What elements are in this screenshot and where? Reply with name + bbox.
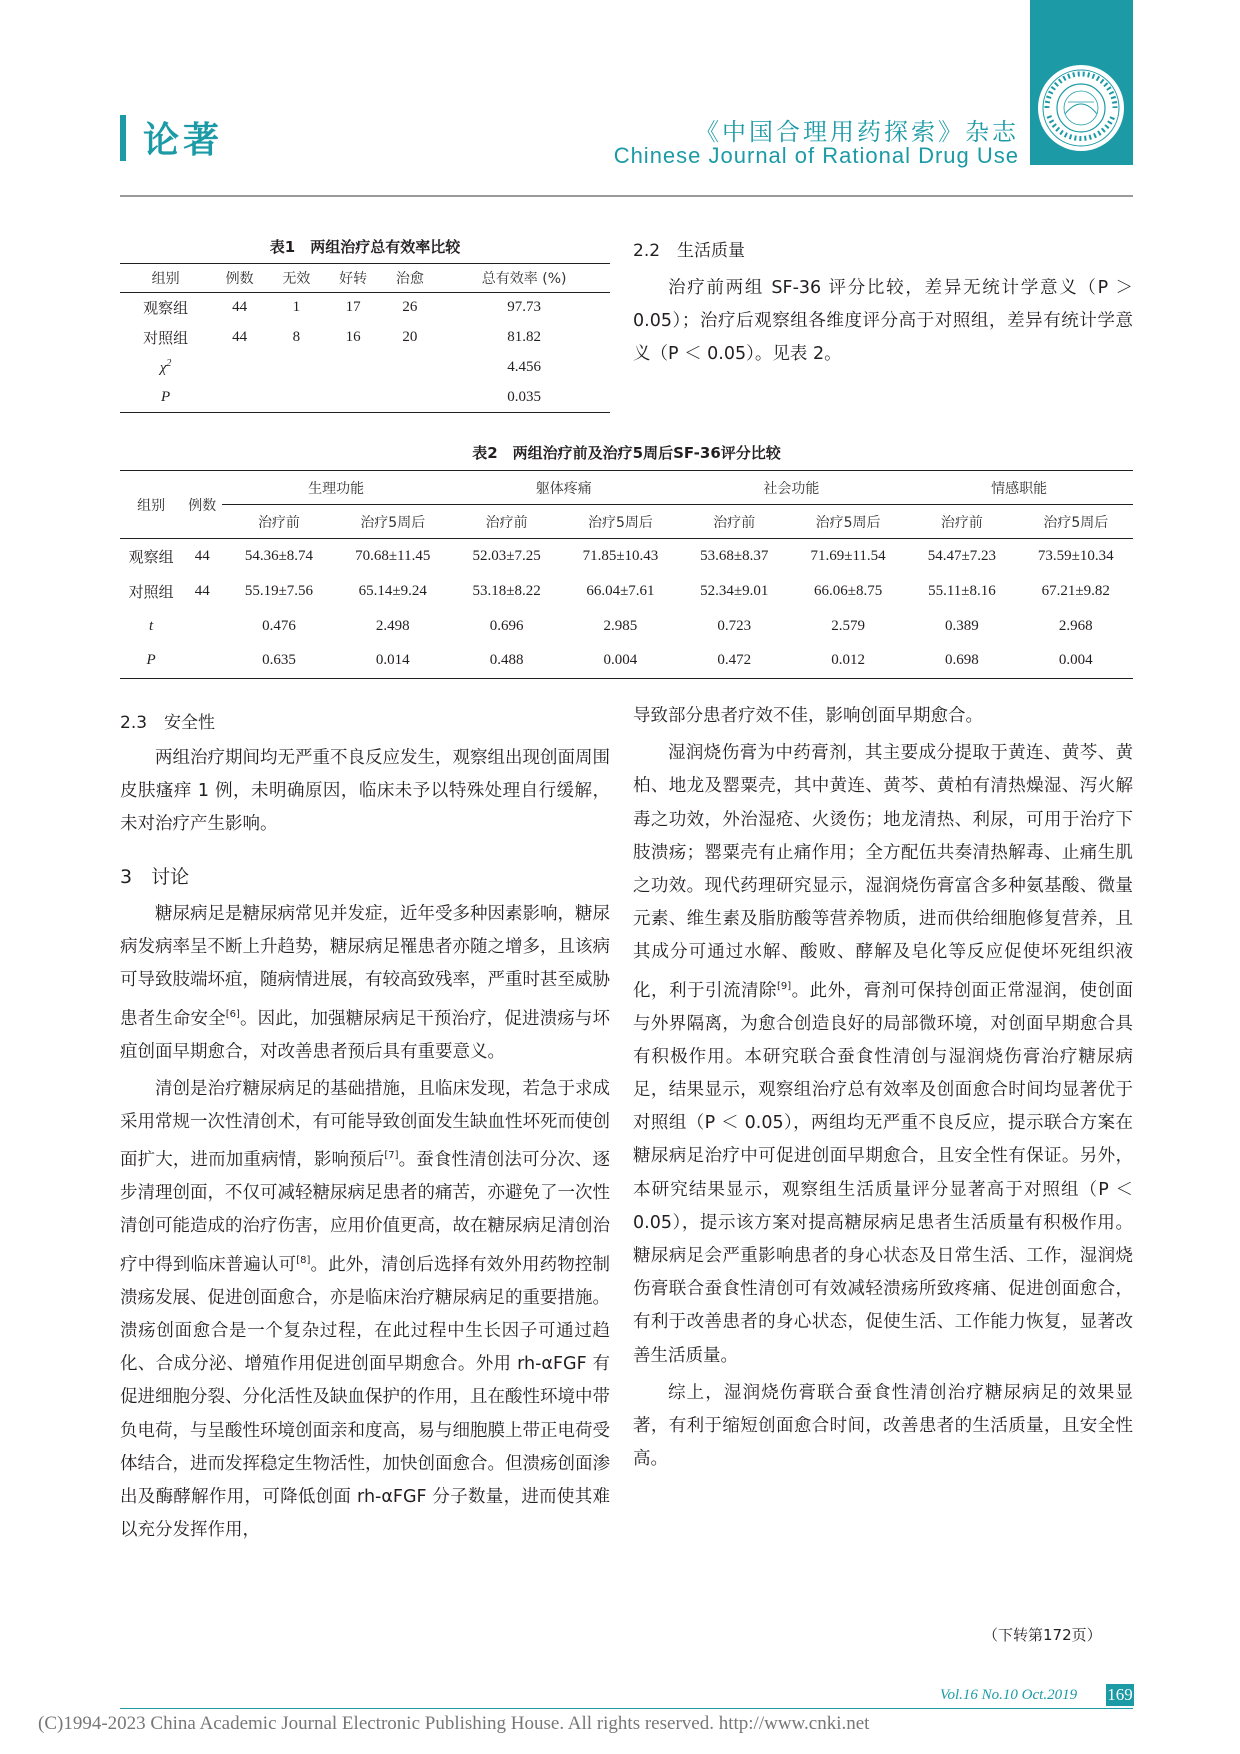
table-cell: 20 bbox=[402, 329, 418, 345]
table-cell: 53.18±8.22 bbox=[472, 582, 541, 599]
table1-col-header: 组别 bbox=[120, 264, 211, 293]
paragraph bbox=[120, 898, 610, 1069]
table-cell: 65.14±9.24 bbox=[358, 582, 427, 599]
table-cell: 53.68±8.37 bbox=[700, 547, 769, 564]
paragraph: 综上，湿润烧伤膏联合蚕食性清创治疗糖尿病足的效果显著，有利于缩短创面愈合时间，改善患者的生活质量，且安全性高。 bbox=[633, 1382, 1133, 1470]
table-cell: 0.698 bbox=[945, 652, 979, 669]
table-cell: t bbox=[149, 617, 154, 634]
table2-subcol-header: 治疗前 bbox=[222, 505, 335, 539]
table-cell: 81.82 bbox=[507, 329, 541, 345]
table2 bbox=[120, 470, 1133, 679]
paragraph: 两组治疗期间均无严重不良反应发生，观察组出现创面周围皮肤瘙痒 1 例，未明确原因，临床未予以特殊处理自行缓解，未对治疗产生影响。 bbox=[120, 748, 610, 835]
section-accent-bar bbox=[120, 115, 126, 161]
section-3-heading: 3 讨论 bbox=[120, 866, 190, 888]
table-cell: 0.476 bbox=[262, 617, 296, 634]
table-cell: 71.69±11.54 bbox=[810, 547, 886, 564]
table-cell: 观察组 bbox=[128, 549, 174, 566]
table-cell: 0.004 bbox=[1058, 652, 1093, 669]
paragraph bbox=[633, 737, 1133, 1373]
table1-col-header: 总有效率 (%) bbox=[438, 264, 610, 293]
text-run: 。因此，加强糖尿病足干预治疗，促进溃疡与坏疽创面早期愈合，对改善患者预后具有重要意义。 bbox=[120, 1008, 611, 1062]
table-cell: 0.635 bbox=[262, 652, 296, 669]
table1-caption: 表1 两组治疗总有效率比较 bbox=[269, 238, 461, 256]
table-row bbox=[120, 353, 610, 383]
table-cell: 0.014 bbox=[375, 652, 410, 669]
table-cell: 0.012 bbox=[831, 652, 865, 669]
table-cell bbox=[211, 353, 268, 383]
table-cell: 对照组 bbox=[143, 331, 189, 347]
p-value: 0.035 bbox=[507, 388, 541, 405]
table2-subcol-header: 治疗前 bbox=[678, 505, 791, 539]
table2-domain-header: 社会功能 bbox=[678, 471, 906, 505]
table2-subcol-header: 治疗5周后 bbox=[563, 505, 677, 539]
header-rule bbox=[120, 195, 1133, 197]
citation: [7] bbox=[384, 1150, 399, 1162]
table-cell bbox=[382, 353, 439, 383]
paragraph bbox=[120, 1073, 610, 1548]
table-row bbox=[120, 574, 1133, 609]
table-cell: 26 bbox=[402, 299, 418, 316]
table-cell: 54.36±8.74 bbox=[244, 547, 314, 564]
paragraph-continued: 导致部分患者疗效不佳，影响创面早期愈合。 bbox=[633, 706, 983, 726]
table-cell: 66.06±8.75 bbox=[813, 582, 883, 599]
table-cell: 2.968 bbox=[1058, 617, 1093, 634]
table2-subcol-header: 治疗5周后 bbox=[791, 505, 905, 539]
copyright-notice: (C)1994-2023 China Academic Journal Electronic Publishing House. All rights reserved. http://www.cnki.net bbox=[38, 1713, 870, 1734]
table-cell: 0.723 bbox=[717, 617, 752, 634]
chi-square-label bbox=[120, 353, 211, 383]
table-cell: 1 bbox=[292, 299, 301, 316]
table-cell bbox=[268, 383, 325, 413]
table-cell bbox=[325, 383, 382, 413]
table-cell: 44 bbox=[232, 299, 248, 316]
section-title: 论著 bbox=[143, 120, 224, 161]
table2-subcol-header: 治疗5周后 bbox=[1019, 505, 1133, 539]
table-cell: 对照组 bbox=[128, 584, 174, 601]
citation: [6] bbox=[225, 1008, 240, 1020]
citation: [9] bbox=[776, 980, 792, 992]
journal-title-cn: 《中国合理用药探索》杂志 bbox=[695, 118, 1019, 146]
table-cell: 52.03±7.25 bbox=[472, 547, 541, 564]
table-cell: 73.59±10.34 bbox=[1037, 547, 1114, 564]
table-row bbox=[120, 383, 610, 413]
table2-col-n: 例数 bbox=[182, 471, 222, 539]
table-cell bbox=[182, 644, 222, 679]
table-cell: 0.488 bbox=[489, 652, 524, 669]
table2-subheader-row bbox=[120, 505, 1133, 539]
chi-square-value: 4.456 bbox=[507, 359, 541, 375]
page-number: 169 bbox=[1107, 1685, 1133, 1704]
table-cell: 17 bbox=[345, 299, 361, 316]
text-run: 。蚕食性清创法可分次、逐步清理创面，不仅可减轻糖尿病足患者的痛苦，亦避免了一次性清创可能造成的治疗伤害，应用价值更高，故在糖尿病足清创治疗中得到临床普遍认可 bbox=[120, 1150, 611, 1275]
text-run: 。此外，膏剂可保持创面正常湿润，使创面与外界隔离，为愈合创造良好的局部微环境，对创面早期愈合具有积极作用。本研究联合蚕食性清创与湿润烧伤膏治疗糖尿病足，结果显示，观察组治疗总有效率及创面愈合时间均显著优于对照组（P ＜ 0.05），两组均无严重不良反应，提示联合方案在糖尿病足治疗中可促进创面早期愈合，且安全性有保证。另外，本研究结果显示，观察组生活质量评分显著高于对照组（P ＜ 0.05），提示该方案对提高糖尿病足患者生活质量有积极作用。糖尿病足会严重影响患者的身心状态及日常生活、工作，湿润烧伤膏联合蚕食性清创可有效减轻溃疡所致疼痛、促进创面愈合，有利于改善患者的身心状态，促使生活、工作能力恢复，显著改善生活质量。 bbox=[633, 980, 1134, 1366]
table1-header-row bbox=[120, 264, 610, 293]
table-cell: 0.004 bbox=[603, 652, 638, 669]
table-cell: 0.389 bbox=[945, 617, 979, 634]
table-cell bbox=[182, 609, 222, 644]
chi-symbol: χ bbox=[159, 360, 167, 376]
table2-subcol-header: 治疗5周后 bbox=[336, 505, 450, 539]
text-run: 糖尿病足是糖尿病常见并发症，近年受多种因素影响，糖尿病发病率呈不断上升趋势，糖尿病足罹患者亦随之增多，且该病可导致肢端坏疽，随病情进展，有较高致残率，严重时甚至威胁患者生命安全 bbox=[120, 904, 610, 1029]
text-run: 。此外，清创后选择有效外用药物控制溃疡发展、促进创面愈合，亦是临床治疗糖尿病足的重要措施。溃疡创面愈合是一个复杂过程，在此过程中生长因子可通过趋化、合成分泌、增殖作用促进创面早期愈合。外用 rh-αFGF 有促进细胞分裂、分化活性及缺血保护的作用，且在酸性环境中带负电荷，与呈酸性环境创面亲和度高，易与细胞膜上带正电荷受体结合，进而发挥稳定生物活性，加快创面愈合。但溃疡创面渗出及酶酵解作用，可降低创面 rh-αFGF 分子数量，进而使其难以充分发挥作用， bbox=[120, 1254, 611, 1541]
table2-subcol-header: 治疗前 bbox=[450, 505, 563, 539]
journal-seal-icon bbox=[1035, 62, 1127, 154]
table-cell: 67.21±9.82 bbox=[1041, 582, 1110, 599]
table-cell bbox=[382, 383, 439, 413]
table1-col-header: 好转 bbox=[325, 264, 382, 293]
p-label: P bbox=[161, 388, 171, 405]
table2-body bbox=[120, 539, 1133, 679]
table-cell: 2.579 bbox=[831, 617, 865, 634]
text-run: 湿润烧伤膏为中药膏剂，其主要成分提取于黄连、黄芩、黄柏、地龙及罂粟壳，其中黄连、黄芩、黄柏有清热燥湿、泻火解毒之功效，外治湿疮、火烫伤；地龙清热、利尿，可用于治疗下肢溃疡；罂粟壳有止痛作用；全方配伍共奏清热解毒、止痛生肌之功效。现代药理研究显示，湿润烧伤膏富含多种氨基酸、微量元素、维生素及脂肪酸等营养物质，进而供给细胞修复营养，且其成分可通过水解、酸败、酵解及皂化等反应促使坏死组织液化，利于引流清除 bbox=[633, 743, 1133, 1001]
section-2-3-body bbox=[120, 742, 610, 842]
footer-rule bbox=[120, 1708, 1133, 1709]
journal-title-en: Chinese Journal of Rational Drug Use bbox=[613, 143, 1019, 168]
table-row bbox=[120, 609, 1133, 644]
table-cell: 44 bbox=[232, 329, 248, 345]
table-cell: 0.696 bbox=[489, 617, 524, 634]
table-cell: 0.472 bbox=[717, 652, 752, 669]
table1 bbox=[120, 263, 610, 413]
continued-note: （下转第172页） bbox=[983, 1626, 1102, 1644]
table-cell: 97.73 bbox=[507, 299, 541, 316]
paragraph: 治疗前两组 SF-36 评分比较，差异无统计学意义（P ＞ 0.05）；治疗后观察组各维度评分高于对照组，差异有统计学意义（P ＜ 0.05）。见表 2。 bbox=[633, 278, 1133, 365]
table-cell: 2.985 bbox=[603, 617, 638, 634]
table-cell bbox=[268, 353, 325, 383]
table-cell bbox=[325, 353, 382, 383]
table-row bbox=[120, 323, 610, 353]
table-cell: 52.34±9.01 bbox=[700, 582, 769, 599]
section-3-body-right bbox=[633, 700, 1133, 1477]
table-cell: 70.68±11.45 bbox=[355, 547, 431, 564]
chi-superscript: 2 bbox=[166, 358, 172, 369]
table2-header-row bbox=[120, 471, 1133, 505]
table-cell: 66.04±7.61 bbox=[586, 582, 655, 599]
table-cell: 44 bbox=[194, 547, 210, 564]
table2-domain-header: 生理功能 bbox=[222, 471, 450, 505]
section-2-3-heading: 2.3 安全性 bbox=[120, 713, 216, 733]
table2-domain-header: 情感职能 bbox=[905, 471, 1133, 505]
table-row bbox=[120, 293, 610, 323]
table-cell: 54.47±7.23 bbox=[927, 547, 997, 564]
table2-subcol-header: 治疗前 bbox=[905, 505, 1018, 539]
table-cell: P bbox=[146, 652, 156, 669]
table2-col-group: 组别 bbox=[120, 471, 182, 539]
volume-info: Vol.16 No.10 Oct.2019 bbox=[940, 1687, 1078, 1703]
section-2-2-heading: 2.2 生活质量 bbox=[633, 241, 746, 261]
table-cell: 55.19±7.56 bbox=[244, 582, 314, 599]
section-3-body-left bbox=[120, 898, 610, 1547]
table-cell bbox=[211, 383, 268, 413]
table2-caption: 表2 两组治疗前及治疗5周后SF-36评分比较 bbox=[472, 444, 781, 462]
table-cell: 观察组 bbox=[143, 301, 189, 318]
table-cell: 2.498 bbox=[375, 617, 410, 634]
section-2-2-body bbox=[633, 272, 1133, 372]
table-row bbox=[120, 539, 1133, 574]
table1-col-header: 治愈 bbox=[382, 264, 439, 293]
table-cell: 44 bbox=[194, 582, 210, 599]
table1-col-header: 例数 bbox=[211, 264, 268, 293]
text-run: 清创是治疗糖尿病足的基础措施，且临床发现，若急于求成采用常规一次性清创术，有可能导致创面发生缺血性坏死而使创面扩大，进而加重病情，影响预后 bbox=[120, 1078, 610, 1171]
table-cell: 55.11±8.16 bbox=[928, 582, 996, 599]
table-cell: 8 bbox=[292, 329, 301, 345]
table-row bbox=[120, 644, 1133, 679]
citation: [8] bbox=[296, 1254, 311, 1266]
table1-col-header: 无效 bbox=[268, 264, 325, 293]
table-cell: 71.85±10.43 bbox=[582, 547, 659, 564]
table2-domain-header: 躯体疼痛 bbox=[450, 471, 678, 505]
table-cell: 16 bbox=[345, 329, 361, 345]
